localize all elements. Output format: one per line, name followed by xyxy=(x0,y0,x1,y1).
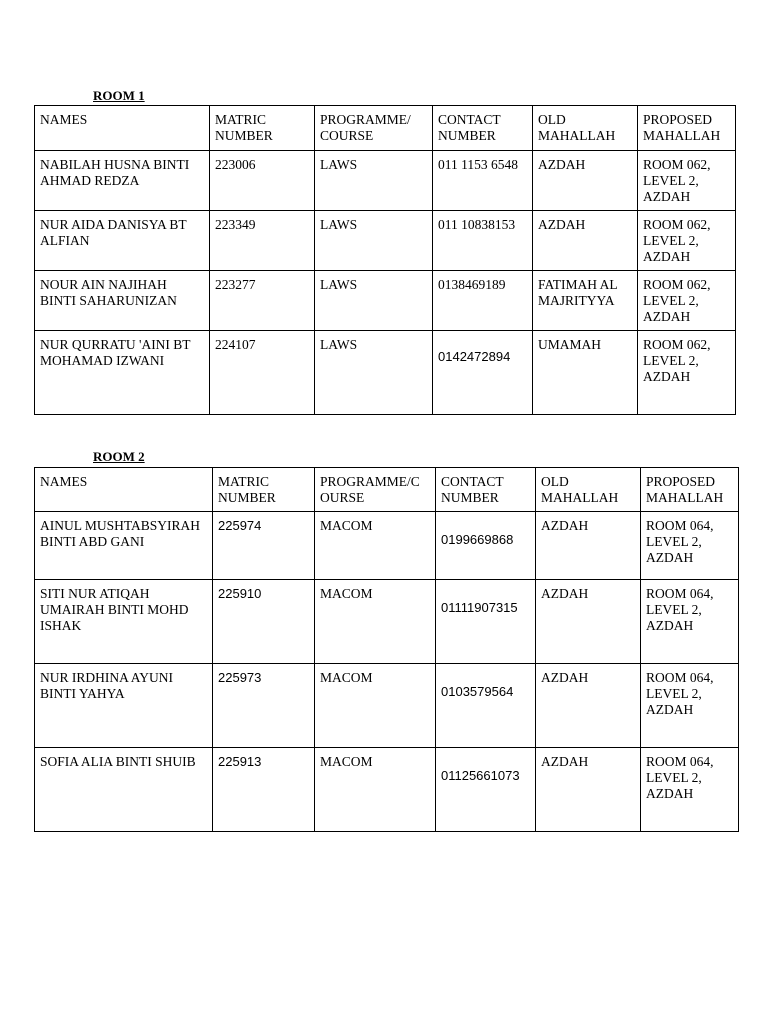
column-header-matric: MATRIC NUMBER xyxy=(213,468,315,512)
cell-contact: 01111907315 xyxy=(436,580,536,664)
cell-contact: 01125661073 xyxy=(436,748,536,832)
cell-contact: 0103579564 xyxy=(436,664,536,748)
cell-contact: 0142472894 xyxy=(433,331,533,415)
cell-matric: 223349 xyxy=(210,211,315,271)
cell-contact: 011 1153 6548 xyxy=(433,151,533,211)
table-row xyxy=(35,271,736,331)
cell-old-mahallah: AZDAH xyxy=(536,512,641,580)
cell-programme: LAWS xyxy=(315,211,433,271)
column-header-proposed-mahallah: PROPOSED MAHALLAH xyxy=(638,106,736,151)
cell-proposed-mahallah: ROOM 064, LEVEL 2, AZDAH xyxy=(641,580,739,664)
cell-proposed-mahallah: ROOM 064, LEVEL 2, AZDAH xyxy=(641,664,739,748)
table-row xyxy=(35,512,739,580)
column-header-matric: MATRIC NUMBER xyxy=(210,106,315,151)
table-row xyxy=(35,331,736,415)
cell-name: SITI NUR ATIQAH UMAIRAH BINTI MOHD ISHAK xyxy=(35,580,213,664)
cell-proposed-mahallah: ROOM 064, LEVEL 2, AZDAH xyxy=(641,748,739,832)
cell-programme: MACOM xyxy=(315,664,436,748)
cell-proposed-mahallah: ROOM 064, LEVEL 2, AZDAH xyxy=(641,512,739,580)
room-1-table xyxy=(34,105,736,415)
cell-old-mahallah: AZDAH xyxy=(533,211,638,271)
cell-matric: 223006 xyxy=(210,151,315,211)
table-header-row xyxy=(35,468,739,512)
cell-old-mahallah: AZDAH xyxy=(536,580,641,664)
room-1-title: ROOM 1 xyxy=(93,88,145,103)
cell-programme: LAWS xyxy=(315,151,433,211)
cell-contact: 0138469189 xyxy=(433,271,533,331)
cell-matric: 225910 xyxy=(213,580,315,664)
cell-matric: 224107 xyxy=(210,331,315,415)
cell-matric: 225973 xyxy=(213,664,315,748)
cell-old-mahallah: UMAMAH xyxy=(533,331,638,415)
column-header-proposed-mahallah: PROPOSED MAHALLAH xyxy=(641,468,739,512)
cell-programme: LAWS xyxy=(315,271,433,331)
cell-matric: 225913 xyxy=(213,748,315,832)
column-header-contact: CONTACT NUMBER xyxy=(433,106,533,151)
cell-name: NUR QURRATU 'AINI BT MOHAMAD IZWANI xyxy=(35,331,210,415)
cell-proposed-mahallah: ROOM 062, LEVEL 2, AZDAH xyxy=(638,271,736,331)
cell-name: NUR IRDHINA AYUNI BINTI YAHYA xyxy=(35,664,213,748)
cell-programme: MACOM xyxy=(315,748,436,832)
cell-old-mahallah: AZDAH xyxy=(536,748,641,832)
table-row xyxy=(35,664,739,748)
table-row xyxy=(35,151,736,211)
column-header-names: NAMES xyxy=(35,468,213,512)
cell-proposed-mahallah: ROOM 062, LEVEL 2, AZDAH xyxy=(638,151,736,211)
room-2-title: ROOM 2 xyxy=(93,449,145,464)
cell-name: AINUL MUSHTABSYIRAH BINTI ABD GANI xyxy=(35,512,213,580)
column-header-old-mahallah: OLD MAHALLAH xyxy=(533,106,638,151)
cell-name: NOUR AIN NAJIHAH BINTI SAHARUNIZAN xyxy=(35,271,210,331)
cell-contact: 0199669868 xyxy=(436,512,536,580)
cell-name: NABILAH HUSNA BINTI AHMAD REDZA xyxy=(35,151,210,211)
table-row xyxy=(35,211,736,271)
cell-old-mahallah: AZDAH xyxy=(533,151,638,211)
cell-contact: 011 10838153 xyxy=(433,211,533,271)
table-header-row xyxy=(35,106,736,151)
column-header-programme: PROGRAMME/C OURSE xyxy=(315,468,436,512)
column-header-old-mahallah: OLD MAHALLAH xyxy=(536,468,641,512)
cell-name: SOFIA ALIA BINTI SHUIB xyxy=(35,748,213,832)
cell-programme: LAWS xyxy=(315,331,433,415)
cell-proposed-mahallah: ROOM 062, LEVEL 2, AZDAH xyxy=(638,331,736,415)
column-header-programme: PROGRAMME/ COURSE xyxy=(315,106,433,151)
cell-matric: 223277 xyxy=(210,271,315,331)
cell-programme: MACOM xyxy=(315,580,436,664)
column-header-names: NAMES xyxy=(35,106,210,151)
room-2-table xyxy=(34,467,739,832)
table-row xyxy=(35,580,739,664)
cell-old-mahallah: FATIMAH AL MAJRITYYA xyxy=(533,271,638,331)
cell-matric: 225974 xyxy=(213,512,315,580)
cell-name: NUR AIDA DANISYA BT ALFIAN xyxy=(35,211,210,271)
table-row xyxy=(35,748,739,832)
cell-old-mahallah: AZDAH xyxy=(536,664,641,748)
cell-programme: MACOM xyxy=(315,512,436,580)
column-header-contact: CONTACT NUMBER xyxy=(436,468,536,512)
cell-proposed-mahallah: ROOM 062, LEVEL 2, AZDAH xyxy=(638,211,736,271)
